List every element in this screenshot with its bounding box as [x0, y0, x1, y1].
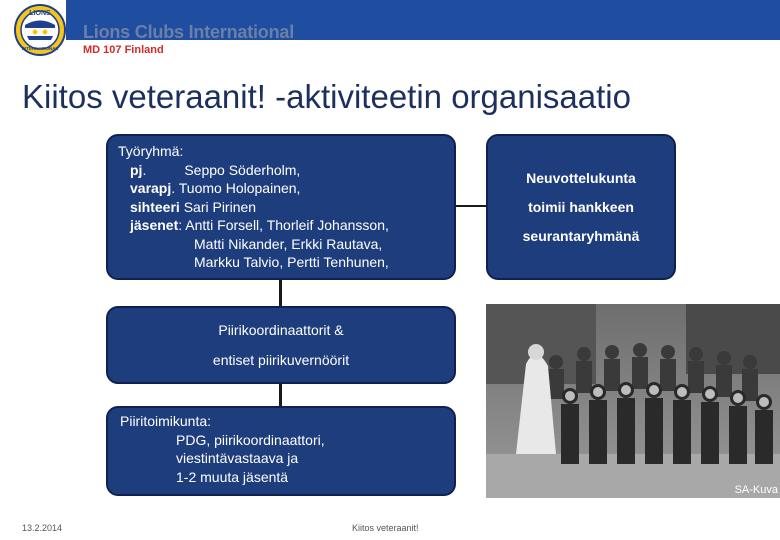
veterans-group-image — [486, 304, 780, 498]
logo-text: LIONS — [29, 10, 51, 17]
vice-chair-label: varapj — [130, 180, 172, 196]
slide-title: Kiitos veteraanit! -aktiviteetin organisaatio — [22, 78, 631, 115]
members-names-2: Matti Nikander, Erkki Rautava, — [194, 235, 383, 252]
council-line-3: seurantaryhmänä — [522, 227, 640, 244]
chair-line — [118, 161, 444, 180]
vice-chair-line — [118, 179, 444, 198]
lions-logo-icon — [14, 4, 66, 56]
district-office-line-1: PDG, piirikoordinaattori, — [176, 431, 325, 448]
header-bar — [0, 0, 780, 58]
chair-label: pj — [130, 161, 143, 178]
members-names-1: : Antti Forsell, Thorleif Johansson, — [178, 217, 389, 233]
historical-photo — [486, 304, 780, 498]
footer-center-text: Kiitos veteraanit! — [352, 523, 419, 533]
coordinators-line-2: entiset piirikuvernöörit — [212, 352, 350, 368]
org-name: Lions Clubs International — [83, 22, 295, 42]
working-group-box — [106, 134, 456, 280]
working-group-heading: Työryhmä: — [118, 143, 184, 159]
district-office-line-2: viestintävastaava ja — [176, 450, 299, 466]
vice-chair-name: . Tuomo Holopainen, — [171, 180, 301, 196]
connector-vertical-top — [279, 280, 282, 306]
chair-sep: . — [142, 161, 147, 178]
chair-name: Seppo Söderholm, — [184, 161, 301, 178]
district-coordinators-box — [106, 306, 456, 384]
advisory-council-box — [486, 134, 676, 280]
photo-credit: SA-Kuva — [734, 484, 778, 496]
secretary-name: Sari Pirinen — [179, 198, 257, 215]
district-office-box — [106, 406, 456, 496]
district-office-heading: Piiritoimikunta: — [120, 413, 212, 429]
connector-horizontal — [456, 205, 486, 207]
secretary-label: sihteeri — [130, 198, 180, 215]
council-line-2: toimii hankkeen — [528, 198, 634, 215]
district-office-line-3: 1-2 muuta jäsentä — [176, 468, 289, 485]
members-names-3: Markku Talvio, Pertti Tenhunen, — [194, 254, 389, 270]
coordinators-line-1: Piirikoordinaattorit & — [218, 322, 344, 338]
footer-date: 13.2.2014 — [22, 523, 63, 533]
members-line — [118, 216, 444, 235]
members-label: jäsenet — [130, 217, 179, 233]
district-name: MD 107 Finland — [83, 44, 164, 56]
secretary-line — [118, 198, 444, 217]
council-line-1: Neuvottelukunta — [526, 169, 636, 186]
logo-subtext: INTERNATIONAL — [21, 46, 59, 51]
connector-vertical-bottom — [279, 384, 282, 406]
